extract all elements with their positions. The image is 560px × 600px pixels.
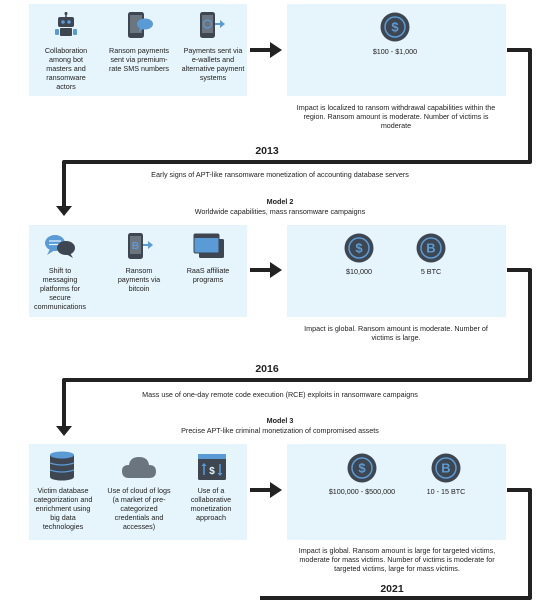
ransom-amount: $100 - $1,000: [372, 47, 418, 56]
actor-label: Payments sent via e-wallets and alternative payment systems: [181, 46, 245, 82]
actor-label: Use of cloud of logs (a market of pre-categorized credentials and accesses): [107, 486, 171, 531]
year-label: 2021: [380, 583, 404, 595]
cloud-icon: [121, 454, 157, 485]
actor-label: Ransom payments via bitcoin: [117, 266, 161, 293]
ransom-amount: 5 BTC: [420, 267, 442, 276]
chat-bubbles-icon: [44, 233, 76, 264]
arrow-right-1: [250, 42, 282, 58]
arrow-right-2: [250, 262, 282, 278]
actor-label: Shift to messaging platforms for secure communications: [34, 266, 86, 311]
actor-label: Victim database categorization and enrichment using big data technologies: [33, 486, 93, 531]
impact-text: Impact is global. Ransom amount is large for targeted victims, moderate for mass victims. Number of victims is moderate for targeted victims, large for mass victims.: [298, 546, 496, 573]
impact-text: Impact is global. Ransom amount is moderate. Number of victims is large.: [304, 324, 488, 342]
dollar-coin-icon: [344, 233, 374, 268]
transition-note: Mass use of one-day remote code execution (RCE) exploits in ransomware campaigns: [142, 390, 418, 399]
phone-bitcoin-icon: [127, 232, 153, 265]
svg-text:$: $: [358, 460, 366, 476]
model-subtitle: Precise APT-like criminal monetization of compromised assets: [181, 426, 379, 435]
bitcoin-coin-icon: [431, 453, 461, 488]
arrowhead-down-2: [56, 426, 72, 436]
arrowhead-down-1: [56, 206, 72, 216]
actor-label: Collaboration among bot masters and ransomware actors: [44, 46, 88, 91]
svg-text:$: $: [209, 466, 215, 477]
phone-message-icon: [126, 11, 154, 44]
dollar-coin-icon: [347, 453, 377, 488]
monetization-window-icon: [197, 453, 227, 486]
svg-text:$: $: [355, 240, 363, 256]
actor-label: Use of a collaborative monetization approach: [190, 486, 232, 522]
dollar-coin-icon: [380, 12, 410, 47]
svg-text:B: B: [441, 460, 451, 476]
browser-windows-icon: [193, 233, 225, 264]
phone-transfer-icon: [199, 11, 225, 44]
bitcoin-coin-icon: [416, 233, 446, 268]
impact-text: Impact is localized to ransom withdrawal capabilities within the region. Ransom amount is moderate. Number of victims is moderate: [296, 103, 496, 130]
actor-label: RaaS affiliate programs: [186, 266, 230, 284]
model-title: Model 2: [266, 197, 294, 206]
svg-text:$: $: [391, 19, 399, 35]
ransom-amount: 10 - 15 BTC: [426, 487, 466, 496]
year-label: 2016: [255, 363, 279, 375]
transition-note: Early signs of APT-like ransomware monetization of accounting database servers: [151, 170, 409, 179]
robot-icon: [54, 12, 78, 43]
model-title: Model 3: [266, 416, 294, 425]
actor-label: Ransom payments sent via premium-rate SMS numbers: [109, 46, 169, 73]
arrow-right-3: [250, 482, 282, 498]
panel-model2-impact: [287, 225, 506, 317]
year-label: 2013: [255, 145, 279, 157]
ransom-amount: $100,000 - $500,000: [328, 487, 396, 496]
database-icon: [49, 451, 75, 486]
svg-text:B: B: [131, 241, 140, 252]
svg-text:B: B: [426, 240, 436, 256]
ransom-amount: $10,000: [346, 267, 372, 276]
model-subtitle: Worldwide capabilities, mass ransomware campaigns: [194, 207, 366, 216]
